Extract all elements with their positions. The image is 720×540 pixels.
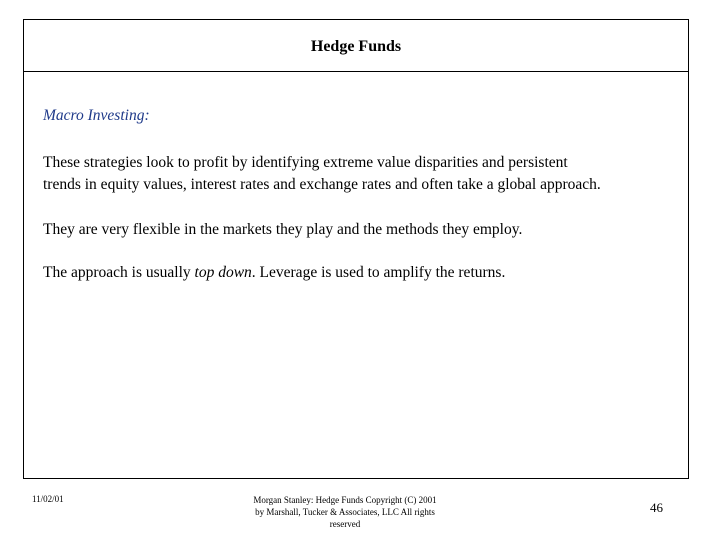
copyright-line: reserved — [329, 519, 361, 529]
footer-date: 11/02/01 — [32, 494, 64, 504]
slide-frame — [23, 19, 689, 479]
copyright-line: by Marshall, Tucker & Associates, LLC All rights — [255, 507, 435, 517]
paragraph-flexibility: They are very flexible in the markets they play and the methods they employ. — [43, 221, 523, 238]
copyright-line: Morgan Stanley: Hedge Funds Copyright (C) 2001 — [253, 495, 437, 505]
slide-title: Hedge Funds — [310, 38, 402, 55]
page-number: 46 — [650, 500, 663, 515]
section-subtitle: Macro Investing: — [43, 107, 150, 124]
approach-emphasis: top down — [194, 264, 252, 281]
approach-text-end: . Leverage is used to amplify the returns. — [251, 264, 506, 281]
paragraph-line: trends in equity values, interest rates and exchange rates and often take a global approach. — [43, 176, 601, 193]
paragraph-approach — [43, 262, 673, 284]
approach-text-start: The approach is usually — [43, 264, 195, 281]
paragraph-strategies — [43, 152, 673, 196]
title-divider — [24, 71, 688, 72]
paragraph-line: These strategies look to profit by identifying extreme value disparities and persistent — [43, 154, 568, 171]
footer-copyright — [228, 494, 462, 530]
